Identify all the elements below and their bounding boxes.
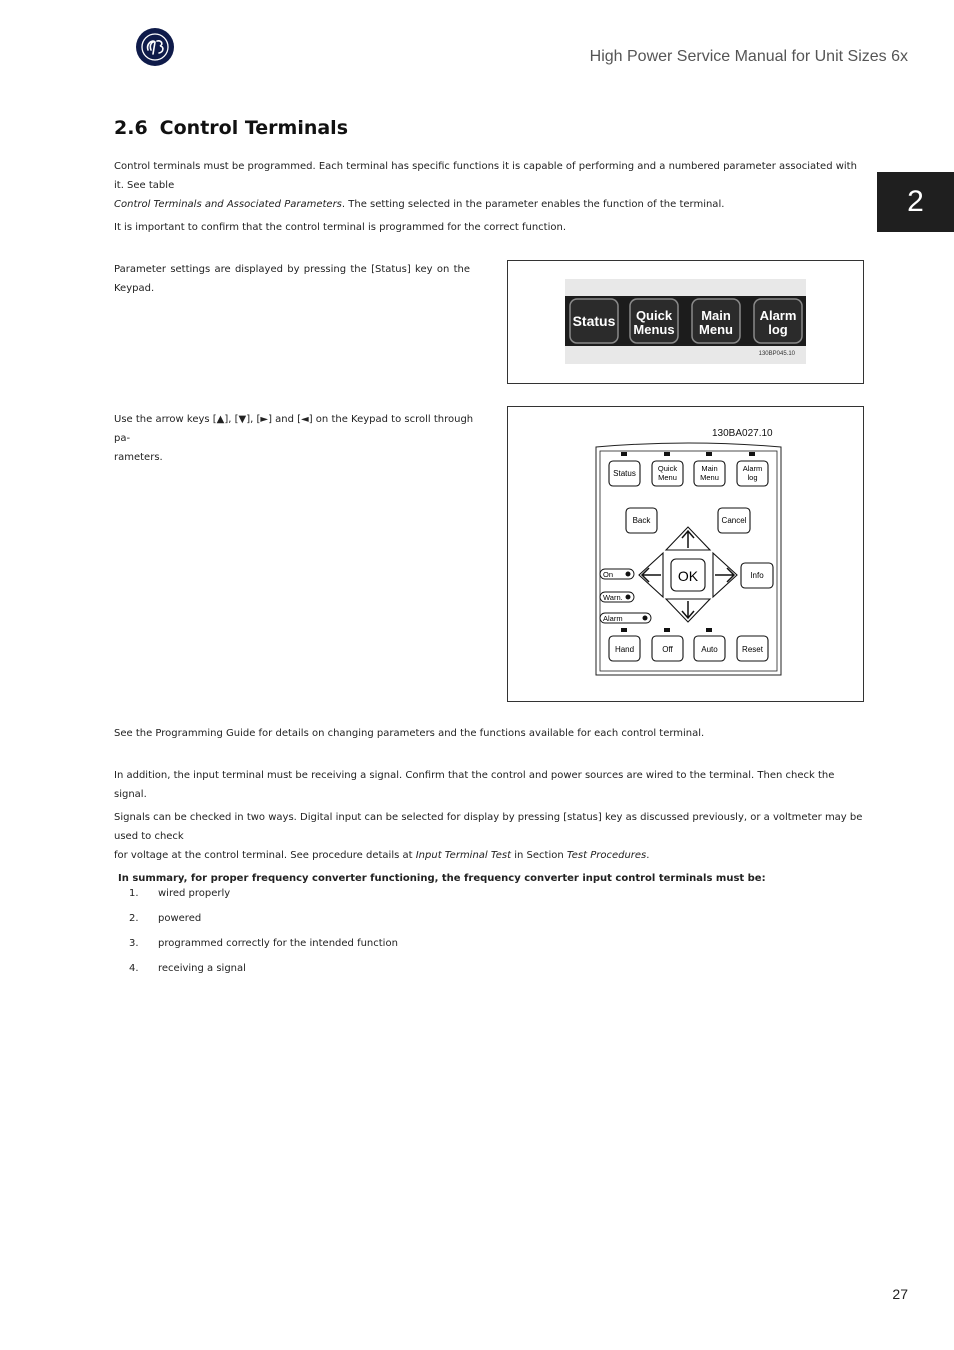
list-number: 1. [129, 888, 139, 899]
led-alarm-log [749, 452, 755, 456]
key-cancel-label: Cancel [721, 516, 747, 525]
figure-keypad-top-keys [507, 260, 864, 384]
indicator-warn-label: Warn. [603, 593, 623, 602]
key-main-menu[interactable] [694, 461, 725, 486]
paragraph-input-signal: In addition, the input terminal must be receiving a signal. Confirm that the control and power sources are wired to the terminal. Then check the signal. [114, 770, 835, 800]
key-off[interactable] [652, 636, 683, 661]
page-number: 27 [892, 1286, 908, 1302]
paragraph-arrow-keys [114, 410, 474, 467]
photo-key-alarm-log-label: Alarm [759, 308, 797, 323]
figure1-code: 130BP045.10 [758, 351, 795, 357]
key-reset[interactable] [737, 636, 768, 661]
keypad-top-keys-illustration [508, 261, 863, 383]
key-reset-label: Reset [742, 645, 763, 654]
key-off-label: Off [662, 645, 673, 654]
key-alarm-log-label-2: log [747, 473, 758, 482]
list-number: 3. [129, 938, 139, 949]
led-main-menu [706, 452, 712, 456]
key-ok-label: OK [677, 568, 699, 584]
photo-key-quick-menus [630, 299, 678, 343]
running-title: High Power Service Manual for Unit Sizes 6x [589, 48, 908, 65]
key-hand[interactable] [609, 636, 640, 661]
arrow-keys-text-2: rameters. [114, 452, 163, 463]
test-procedures-ref: Test Procedures [566, 850, 647, 861]
indicator-alarm [600, 613, 651, 623]
list-text: wired properly [158, 888, 231, 899]
signal-check-text-2: for voltage at the control terminal. See procedure details at [114, 850, 416, 861]
signal-check-text-1: Signals can be checked in two ways. Digital input can be selected for display by pressing [status] key as discussed previously, or a voltmeter may be used to check [114, 812, 863, 842]
key-cancel[interactable] [718, 508, 750, 533]
arrow-keys-text-1: Use the arrow keys [▲], [▼], [►] and [◄] on the Keypad to scroll through pa- [114, 414, 474, 444]
list-text: receiving a signal [158, 963, 246, 974]
list-item [129, 963, 246, 974]
photo-key-status-label: Status [572, 313, 616, 329]
list-item [129, 913, 201, 924]
key-alarm-log-label-1: Alarm [742, 464, 763, 473]
key-arrow-right[interactable] [713, 553, 737, 597]
list-number: 2. [129, 913, 139, 924]
list-text: programmed correctly for the intended function [158, 938, 398, 949]
photo-key-alarm-log [754, 299, 802, 343]
section-number: 2.6 [114, 117, 148, 139]
signal-check-text-4: . [646, 850, 650, 861]
summary-heading: In summary, for proper frequency converter functioning, the frequency converter input control terminals must be: [118, 873, 766, 884]
key-main-menu-label-2: Menu [700, 473, 719, 482]
key-quick-menu-label-2: Menu [658, 473, 677, 482]
led-status [621, 452, 627, 456]
section-heading [114, 117, 348, 139]
photo-key-status [570, 299, 618, 343]
photo-key-main-menu [692, 299, 740, 343]
intro-text-1: Control terminals must be programmed. Each terminal has specific functions it is capable of performing and a numbered parameter associated with it. See table [114, 161, 857, 191]
photo-key-main-menu-label: Menu [699, 322, 733, 337]
led-hand [621, 628, 627, 632]
full-keypad-illustration [508, 407, 863, 701]
photo-key-main-menu-label: Main [701, 308, 731, 323]
key-status[interactable] [609, 461, 640, 486]
photo-key-alarm-log-label: log [768, 322, 788, 337]
ge-logo [136, 28, 174, 66]
list-number: 4. [129, 963, 139, 974]
led-off [664, 628, 670, 632]
figure-full-keypad [507, 406, 864, 702]
key-quick-menu-label-1: Quick [657, 464, 678, 473]
intro-text-2: . The setting selected in the parameter enables the function of the terminal. [341, 199, 725, 210]
key-quick-menu[interactable] [652, 461, 683, 486]
input-terminal-test-ref: Input Terminal Test [415, 850, 512, 861]
chapter-tab: 2 [877, 172, 954, 232]
indicator-alarm-label: Alarm [603, 614, 623, 623]
photo-key-quick-menus-label: Quick [635, 308, 673, 323]
key-arrow-down[interactable] [666, 599, 710, 622]
key-auto-label: Auto [701, 645, 718, 654]
figure2-code: 130BA027.10 [712, 428, 773, 439]
indicator-warn [600, 592, 634, 602]
key-back-label: Back [632, 516, 651, 525]
signal-check-text-3: in Section [511, 850, 567, 861]
ge-monogram-icon [140, 32, 170, 62]
paragraph-programming-guide: See the Programming Guide for details on changing parameters and the functions available for each control terminal. [114, 728, 705, 739]
paragraph-signal-check [114, 808, 866, 865]
key-back[interactable] [626, 508, 657, 533]
indicator-on-label: On [603, 570, 614, 579]
key-auto[interactable] [694, 636, 725, 661]
key-info-label: Info [750, 571, 764, 580]
section-title: Control Terminals [159, 117, 349, 139]
paragraph-status-key: Parameter settings are displayed by pressing the [Status] key on the Keypad. [114, 264, 470, 294]
key-main-menu-label-1: Main [701, 464, 718, 473]
list-item [129, 888, 230, 899]
led-auto [706, 628, 712, 632]
key-info[interactable] [741, 563, 773, 588]
key-arrow-left[interactable] [639, 553, 663, 597]
key-hand-label: Hand [614, 645, 635, 654]
list-text: powered [158, 913, 202, 924]
photo-key-quick-menus-label: Menus [633, 322, 675, 337]
key-arrow-up[interactable] [666, 527, 710, 550]
key-alarm-log[interactable] [737, 461, 768, 486]
key-status-label: Status [613, 469, 636, 478]
led-quick-menu [664, 452, 670, 456]
table-reference: Control Terminals and Associated Parameters [114, 199, 342, 210]
list-item [129, 938, 398, 949]
indicator-on [600, 569, 634, 579]
key-ok[interactable] [671, 559, 705, 591]
paragraph-confirm: It is important to confirm that the control terminal is programmed for the correct function. [114, 222, 567, 233]
paragraph-intro [114, 157, 866, 214]
